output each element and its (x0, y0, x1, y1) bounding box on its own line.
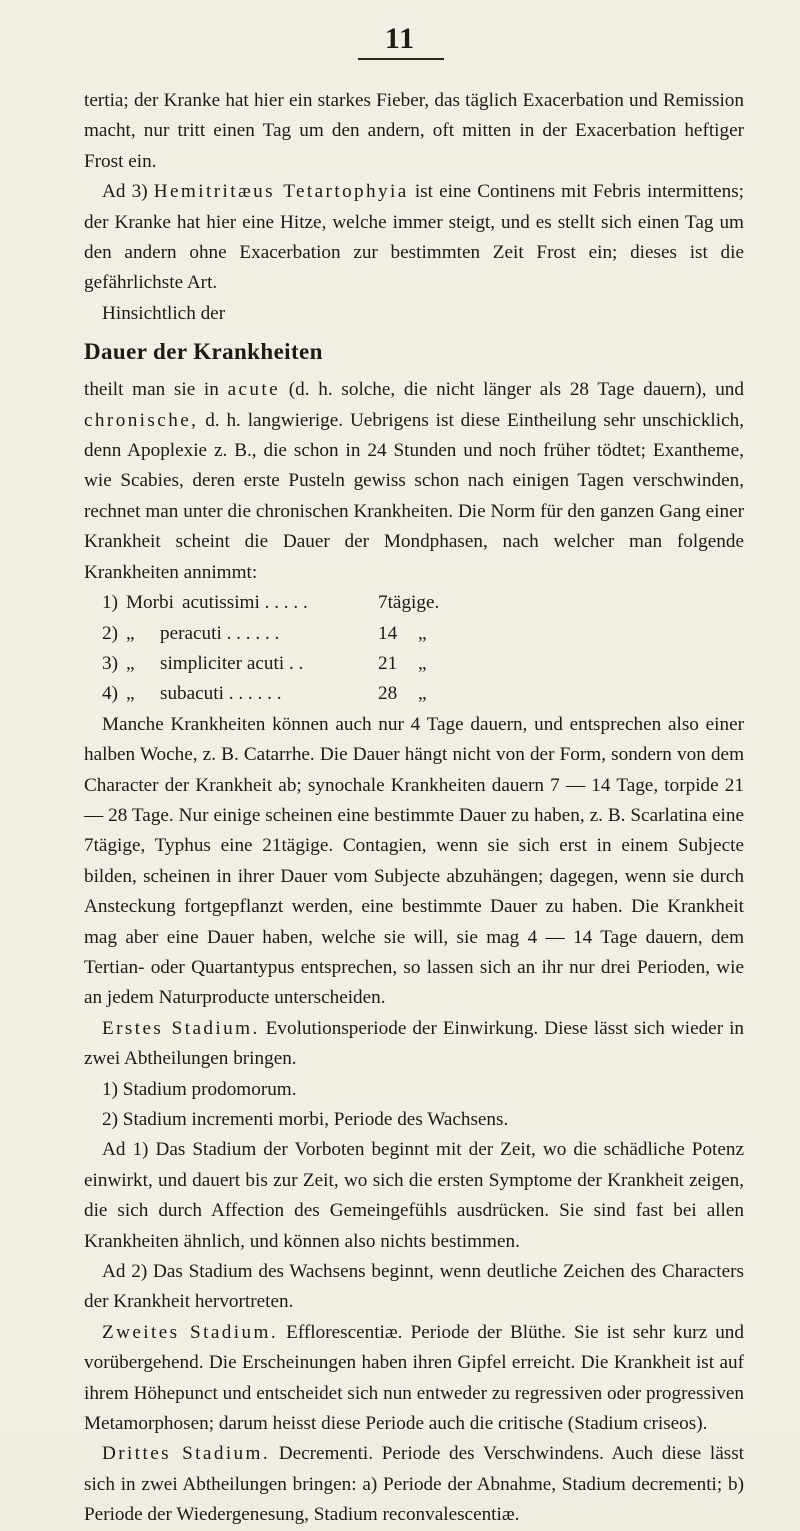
paragraph-6 (84, 1014, 744, 1075)
paragraph-7: 1) Stadium prodomorum. (102, 1078, 297, 1100)
paragraph-2-text: ist eine Continens mit Febris intermittens; der Kranke hat hier eine Hitze, welche immer steigt, und es stellt sich einen Tag um den andern ohne Exacerbation zur bestimmten Zeit Frost ein; dieses ist die gefährlichste Art. (84, 181, 745, 294)
term-hemitritaeus: Hemitritæus Tetartophyia (153, 181, 409, 203)
term-acute: acute (227, 379, 281, 401)
paragraph-4 (84, 375, 744, 588)
list-number: 2) (102, 622, 118, 644)
paragraph-1: tertia; der Kranke hat hier ein starkes Fieber, das täglich Exacerbation und Remission macht, nur tritt einen Tag um den andern, oft mitten in der Exacerbation heftiger Frost ein. (84, 90, 744, 172)
list-ditto: „ (418, 622, 427, 644)
list-item (84, 619, 744, 649)
list-number: 3) (102, 652, 118, 674)
list-name: subacuti . . . . . . (160, 683, 282, 705)
term-zweites-stadium: Zweites Stadium. (102, 1321, 279, 1343)
term-drittes-stadium: Drittes Stadium. (102, 1443, 271, 1465)
page-number: 11 (384, 22, 416, 55)
paragraph-2-prefix: Ad 3) (102, 181, 148, 203)
list-prefix: Morbi (126, 592, 174, 614)
paragraph-12 (84, 1439, 744, 1530)
list-name: peracuti . . . . . . (160, 622, 280, 644)
list-item (84, 649, 744, 679)
list-days: 14 (378, 622, 398, 644)
section-heading: Dauer der Krankheiten (84, 339, 323, 365)
page-number-rule (358, 58, 444, 60)
list-number: 4) (102, 683, 118, 705)
duration-list (84, 588, 744, 710)
list-item (84, 588, 744, 618)
paragraph-4-a: theilt man sie in (84, 379, 219, 401)
paragraph-8: 2) Stadium incrementi morbi, Periode des Wachsens. (102, 1109, 509, 1130)
list-ditto: „ (418, 652, 427, 674)
list-item (84, 679, 744, 709)
list-prefix: „ (126, 683, 135, 705)
paragraph-5: Manche Krankheiten können auch nur 4 Tage dauern, und entsprechen also einer halben Woche, z. B. Catarrhe. Die Dauer hängt nicht von der Form, sondern von dem Character der Krankheit ab; synochale Krankheiten dauern 7 — 14 Tage, torpide 21 — 28 Tage. Nur einige scheinen eine bestimmte Dauer zu haben, z. B. Scarlatina eine 7tägige, Typhus eine 21tägige. Contagien, wenn sie sich erst in einem Subjecte bilden, scheinen in ihrer Dauer vom Subjecte abzuhängen; dagegen, wenn sie durch Ansteckung fortgepflanzt werden, eine bestimmte Dauer zu haben. Die Krankheit mag aber eine Dauer haben, welche sie will, sie mag 4 — 14 Tage dauern, dem Tertian- oder Quartantypus entsprechen, so lassen sich an ihr nur drei Perioden, wie an jedem Naturproducte unterscheiden. (84, 713, 744, 1009)
paragraph-10: Ad 2) Das Stadium des Wachsens beginnt, wenn deutliche Zeichen des Characters der Krankheit hervortreten. (84, 1261, 744, 1313)
paragraph-2 (84, 177, 744, 299)
paragraph-12-text: Decrementi. Periode des Verschwindens. Auch diese lässt sich in zwei Abtheilungen bringen: a) Periode der Abnahme, Stadium decrementi; b) Periode der Wiedergenesung, Stadium reconvalescentiæ. (84, 1443, 744, 1526)
term-chronische: chronische, (84, 409, 199, 431)
list-prefix: „ (126, 622, 135, 644)
paragraph-6-text: Evolutionsperiode der Einwirkung. Diese lässt sich wieder in zwei Abtheilungen bringen. (84, 1017, 745, 1070)
list-name: simpliciter acuti . . (160, 652, 304, 674)
list-days: 28 (378, 683, 398, 705)
body-text (84, 86, 744, 1531)
paragraph-4-c: d. h. langwierige. Uebrigens ist diese Eintheilung sehr unschicklich, denn Apoplexie z. B., die schon in 24 Stunden und noch früher tödtet; Exantheme, wie Scabies, deren erste Pusteln gewiss schon nach einigen Tagen verschwinden, rechnet man unter die chronischen Krankheiten. Die Norm für den ganzen Gang einer Krankheit scheint die Dauer der Mondphasen, nach welcher man folgende Krankheiten annimmt: (84, 409, 744, 583)
list-prefix: „ (126, 652, 135, 674)
list-name: acutissimi . . . . . (182, 592, 308, 614)
list-days: 7tägige. (378, 592, 440, 614)
paragraph-4-b: (d. h. solche, die nicht länger als 28 Tage dauern), und (288, 379, 744, 401)
list-number: 1) (102, 592, 118, 614)
paragraph-3: Hinsichtlich der (102, 302, 226, 324)
term-erstes-stadium: Erstes Stadium. (102, 1017, 260, 1039)
paragraph-9: Ad 1) Das Stadium der Vorboten beginnt mit der Zeit, wo die schädliche Potenz einwirkt, und dauert bis zur Zeit, wo sich die ersten Symptome der Krankheit zeigen, die sich durch Affection des Gemeingefühls ausdrücken. Sie sind fast bei allen Krankheiten ähnlich, und können also nichts bestimmen. (84, 1139, 744, 1252)
list-ditto: „ (418, 683, 427, 705)
paragraph-11-text: Efflorescentiæ. Periode der Blüthe. Sie ist sehr kurz und vorübergehend. Die Erscheinungen haben ihren Gipfel erreicht. Die Krankheit ist auf ihrem Höhepunct und entscheidet sich nun entweder zu regressiven oder progressiven Metamorphosen; darum heisst diese Periode auch die critische (Stadium criseos). (84, 1321, 744, 1435)
list-days: 21 (378, 652, 398, 674)
paragraph-11 (84, 1318, 744, 1440)
